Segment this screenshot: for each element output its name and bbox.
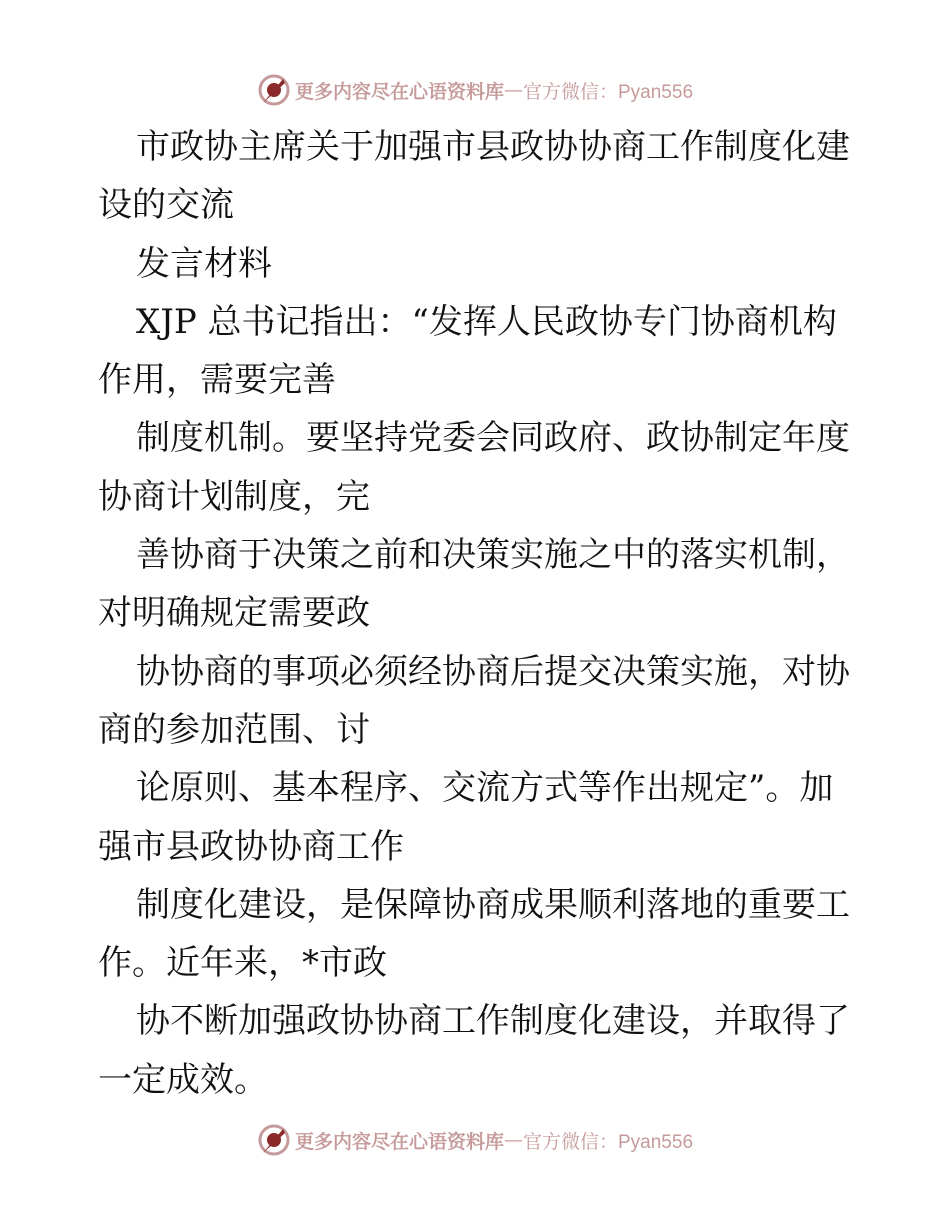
body-paragraph: 协协商的事项必须经协商后提交决策实施，对协商的参加范围、讨 [98, 651, 850, 750]
body-paragraph: 制度机制。要坚持党委会同政府、政协制定年度协商计划制度，完 [98, 418, 850, 517]
document-title-line: 市政协主席关于加强市县政协协商工作制度化建设的交流 [98, 127, 850, 226]
watermark-wechat: 官方微信：Pyan556 [523, 81, 694, 103]
quill-logo-icon [257, 1123, 291, 1157]
watermark-separator: — [504, 1129, 523, 1151]
body-paragraph: 协不断加强政协协商工作制度化建设，并取得了一定成效。 [98, 1001, 850, 1100]
body-paragraph: XJP 总书记指出：“发挥人民政协专门协商机构作用，需要完善 [98, 301, 837, 401]
body-paragraph: 制度化建设，是保障协商成果顺利落地的重要工作。近年来，*市政 [98, 884, 850, 984]
header-watermark-banner [0, 70, 950, 110]
document-body [98, 118, 858, 1109]
document-subtitle-line: 发言材料 [136, 243, 272, 284]
body-paragraph: 善协商于决策之前和决策实施之中的落实机制，对明确规定需要政 [98, 535, 850, 634]
body-paragraph: 论原则、基本程序、交流方式等作出规定”。加强市县政协协商工作 [98, 768, 834, 867]
watermark-text: 更多内容尽在心语资料库 [294, 1130, 504, 1153]
footer-watermark-banner [0, 1120, 950, 1160]
watermark-text: 更多内容尽在心语资料库 [294, 80, 504, 103]
watermark-wechat: 官方微信：Pyan556 [523, 1131, 694, 1153]
quill-logo-icon [257, 73, 291, 107]
watermark-separator: — [504, 79, 523, 101]
